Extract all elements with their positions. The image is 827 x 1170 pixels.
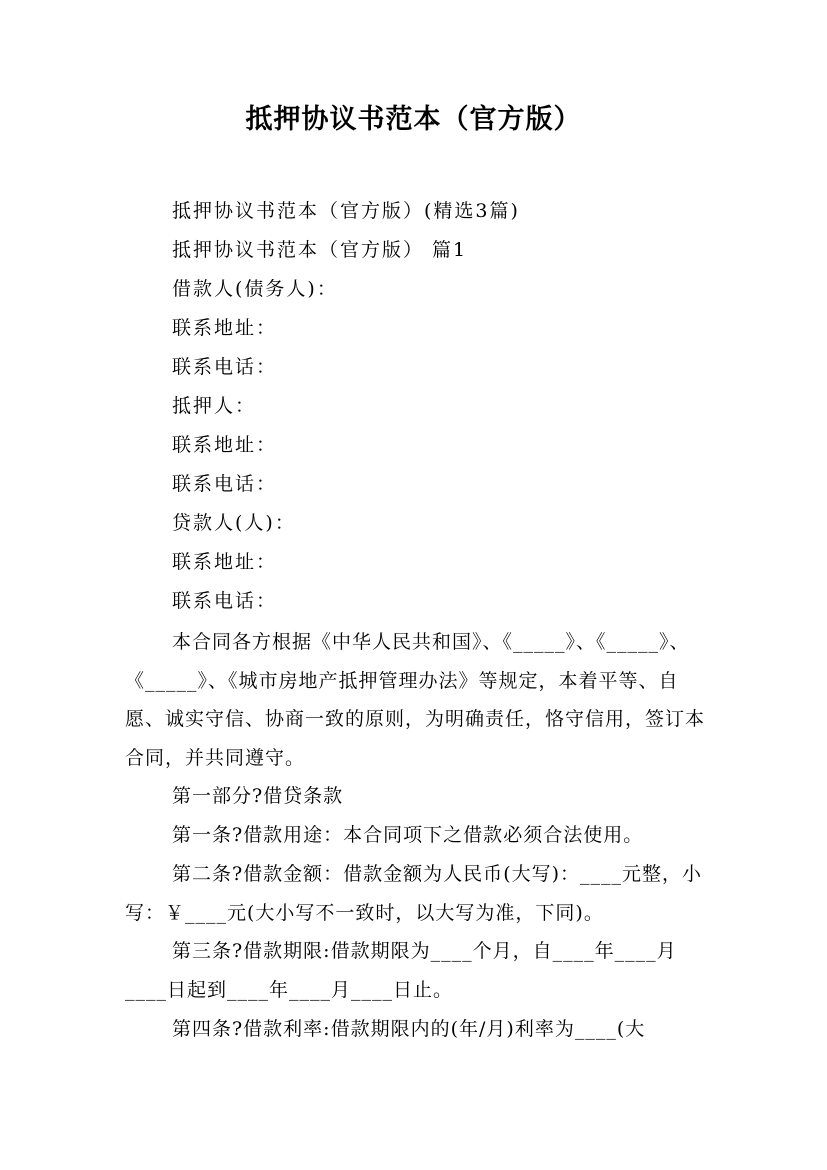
article-1: 第一条?借款用途：本合同项下之借款必须合法使用。: [172, 824, 644, 846]
subtitle-line: 抵押协议书范本（官方版）(精选3篇): [172, 200, 520, 222]
section-heading-line: 抵押协议书范本（官方版） 篇1: [172, 239, 468, 261]
lender-phone-label: 联系电话：: [172, 590, 278, 612]
article-4: 第四条?借款利率:借款期限内的(年/月)利率为____(大: [172, 1018, 646, 1040]
mortgagor-label: 抵押人：: [172, 395, 257, 417]
article-2: 第二条?借款金额：借款金额为人民币(大写)：____元整，小写：￥____元(大小写不一致时，以大写为准，下同)。: [125, 863, 703, 924]
borrower-address-label: 联系地址：: [172, 317, 278, 339]
lender-label: 贷款人(人)：: [172, 512, 296, 534]
lender-address-label: 联系地址：: [172, 551, 278, 573]
mortgagor-phone-label: 联系电话：: [172, 473, 278, 495]
borrower-phone-label: 联系电话：: [172, 356, 278, 378]
article-3: 第三条?借款期限:借款期限为____个月，自____年____月____日起到____年____月____日止。: [125, 940, 677, 1001]
body-paragraph-intro: 本合同各方根据《中华人民共和国》、《_____》、《_____》、《_____》、《城市房地产抵押管理办法》等规定，本着平等、自愿、诚实守信、协商一致的原则，为明确责任，恪守信用，签订本合同，并共同遵守。: [125, 631, 706, 769]
document-title: 抵押协议书范本（官方版）: [245, 104, 582, 135]
borrower-label: 借款人(债务人)：: [172, 278, 338, 300]
mortgagor-address-label: 联系地址：: [172, 434, 278, 456]
part-heading: 第一部分?借贷条款: [172, 785, 344, 807]
